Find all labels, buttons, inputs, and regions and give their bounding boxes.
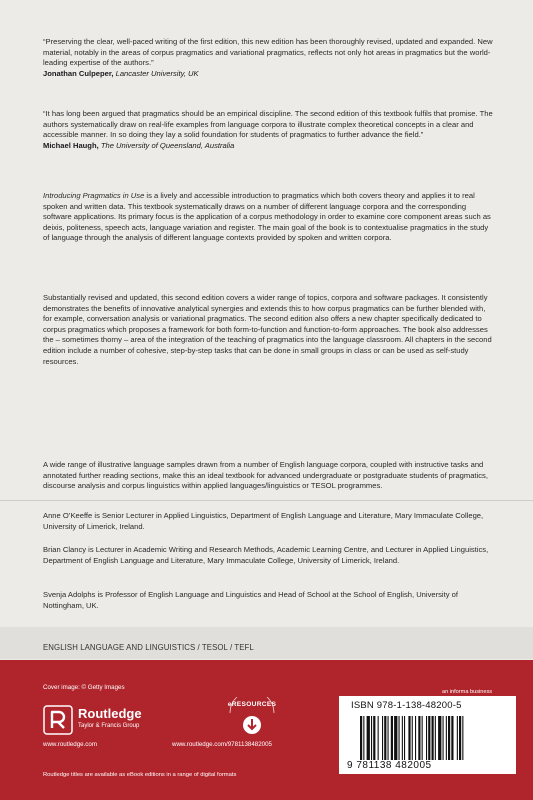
isbn-number: ISBN 978-1-138-48200-5 xyxy=(351,700,462,711)
author-name: Michael Haugh xyxy=(43,140,97,150)
author-bio-okeeffe xyxy=(43,511,495,532)
barcode-bar xyxy=(428,716,430,760)
resources-url: www.routledge.com/9781138482005 xyxy=(172,741,272,748)
barcode-bar xyxy=(412,716,413,760)
barcode-bar xyxy=(373,716,375,760)
endorsement-culpeper xyxy=(43,37,495,79)
barcode-bar xyxy=(382,716,383,760)
barcode-bar xyxy=(426,716,427,760)
informa-tagline: an informa business xyxy=(442,689,493,695)
publisher-subtitle: Taylor & Francis Group xyxy=(78,723,140,729)
barcode-bar xyxy=(399,716,400,760)
bio-text: is Lecturer in Academic Writing and Research Methods, Academic Learning Centre, and Lecturer in Applied Linguistics, Department of English Language and Literature, Mary Immaculate College, University of Limerick, Ireland. xyxy=(43,545,489,565)
book-title-italic: Introducing Pragmatics in Use xyxy=(43,191,145,200)
bio-text: is Senior Lecturer in Applied Linguistics, Department of English Language and Literature, Mary Immaculate College, University of Limerick, Ireland. xyxy=(43,511,484,531)
barcode-bar xyxy=(462,716,463,760)
barcode-bar xyxy=(435,716,436,760)
subject-category: ENGLISH LANGUAGE AND LINGUISTICS / TESOL / TEFL xyxy=(43,643,254,652)
eresources-badge xyxy=(224,697,280,737)
endorsement-author: Michael Haugh, The University of Queensland, Australia xyxy=(43,140,235,150)
barcode-bar xyxy=(457,716,458,760)
author-name: Jonathan Culpeper xyxy=(43,68,112,78)
publisher-name: Routledge xyxy=(78,706,142,721)
barcode-bar xyxy=(415,716,416,760)
barcode-bar xyxy=(402,716,403,760)
eresources-label: eRESOURCES xyxy=(227,701,277,708)
routledge-logo xyxy=(43,703,183,737)
barcode-bar xyxy=(363,716,364,760)
description-paragraph-2 xyxy=(43,293,495,367)
description-text: Substantially revised and updated, this second edition covers a wider range of topics, corpora and software packages. It consistently demonstrates the benefits of innovative analytical synergies and extends this to how corpus pragmatics can be further blended with, for example, conversation analysis or variational pragmatics. The second edition also offers a new chapter specifically dedicated to corpus pragmatics which proposes a framework for both form-to-function and function-to-form approaches. The book also addresses the – sometimes thorny – area of the integration of the teaching of pragmatics into the language classroom. All chapters in the second edition include a number of cohesive, step-by-step tasks that can be done in small groups in class or can be used as self-study resources. xyxy=(43,293,492,366)
barcode-bar xyxy=(367,716,370,760)
barcode-bar xyxy=(360,716,362,760)
description-paragraph-3 xyxy=(43,460,495,492)
bio-text: is Professor of English Language and Linguistics and Head of School at the School of English, University of Nottingham, UK. xyxy=(43,590,458,610)
section-divider xyxy=(0,500,533,501)
barcode-bar xyxy=(446,716,447,760)
author-affiliation: The University of Queensland, Australia xyxy=(100,140,235,150)
barcode-bar xyxy=(443,716,444,760)
barcode-bar xyxy=(394,716,397,760)
barcode-bar xyxy=(388,716,389,760)
description-text: A wide range of illustrative language samples drawn from a number of English language corpora, coupled with instructive tasks and annotated further reading sections, make this an ideal textbook for advanced undergraduate or postgraduate students of pragmatics, discourse analysis and corpus linguistics within applied languages/linguistics or TESOL programmes. xyxy=(43,460,488,491)
author-affiliation: Lancaster University, UK xyxy=(115,68,199,78)
barcode-digits: 9 781138 482005 xyxy=(347,760,432,771)
bio-name: Anne O’Keeffe xyxy=(43,511,93,520)
endorsement-text: “Preserving the clear, well-paced writing of the first edition, this new edition has been thoroughly revised, updated and expanded. New material, notably in the areas of corpus pragmatics and variational pragmatics, reflects not only hot areas in pragmatics but the world-leading expertise of the authors.” xyxy=(43,37,493,68)
author-bio-clancy xyxy=(43,545,495,566)
endorsement-author: Jonathan Culpeper, Lancaster University, UK xyxy=(43,68,199,78)
publisher-website: www.routledge.com xyxy=(43,741,97,748)
barcode-bar xyxy=(422,716,423,760)
barcode-bar xyxy=(459,716,461,760)
barcode-bar xyxy=(408,716,410,760)
barcode-bar xyxy=(448,716,450,760)
cover-image-credit: Cover image: © Getty Images xyxy=(43,684,125,691)
ebook-note: Routledge titles are available as eBook editions in a range of digital formats xyxy=(43,772,237,778)
description-text: is a lively and accessible introduction to pragmatics which both covers theory and applies it to real spoken and written data. This textbook systematically draws on a number of different language corpora and the corresponding software applications. Its primary focus is the application of a corpus methodology in order to examine core component areas such as deixis, politeness, speech acts, language variation and register. The main goal of the book is to contextualise pragmatics in the study of language through the analysis of different language contexts provided by spoken and written corpora. xyxy=(43,191,491,243)
barcode-bar xyxy=(384,716,386,760)
bio-name: Brian Clancy xyxy=(43,545,87,554)
barcode-bar xyxy=(371,716,372,760)
barcode-bar xyxy=(391,716,393,760)
endorsement-text: “It has long been argued that pragmatics should be an empirical discipline. The second edition of this textbook fulfils that promise. The authors systematically draw on real-life examples from language corpora to illustrate complex theoretical concepts in a clear and accessible manner. In so doing they lay a solid foundation for students of pragmatics to further advance the field.” xyxy=(43,109,493,140)
author-bio-adolphs xyxy=(43,590,495,611)
barcode-bar xyxy=(451,716,453,760)
description-paragraph-1 xyxy=(43,191,495,244)
barcode-bar xyxy=(432,716,434,760)
barcode-bar xyxy=(438,716,441,760)
barcode-bar xyxy=(418,716,420,760)
barcode-bar xyxy=(378,716,379,760)
endorsement-haugh xyxy=(43,109,495,151)
barcode xyxy=(360,716,510,760)
bio-name: Svenja Adolphs xyxy=(43,590,96,599)
barcode-bar xyxy=(404,716,405,760)
routledge-r-icon xyxy=(43,705,73,735)
